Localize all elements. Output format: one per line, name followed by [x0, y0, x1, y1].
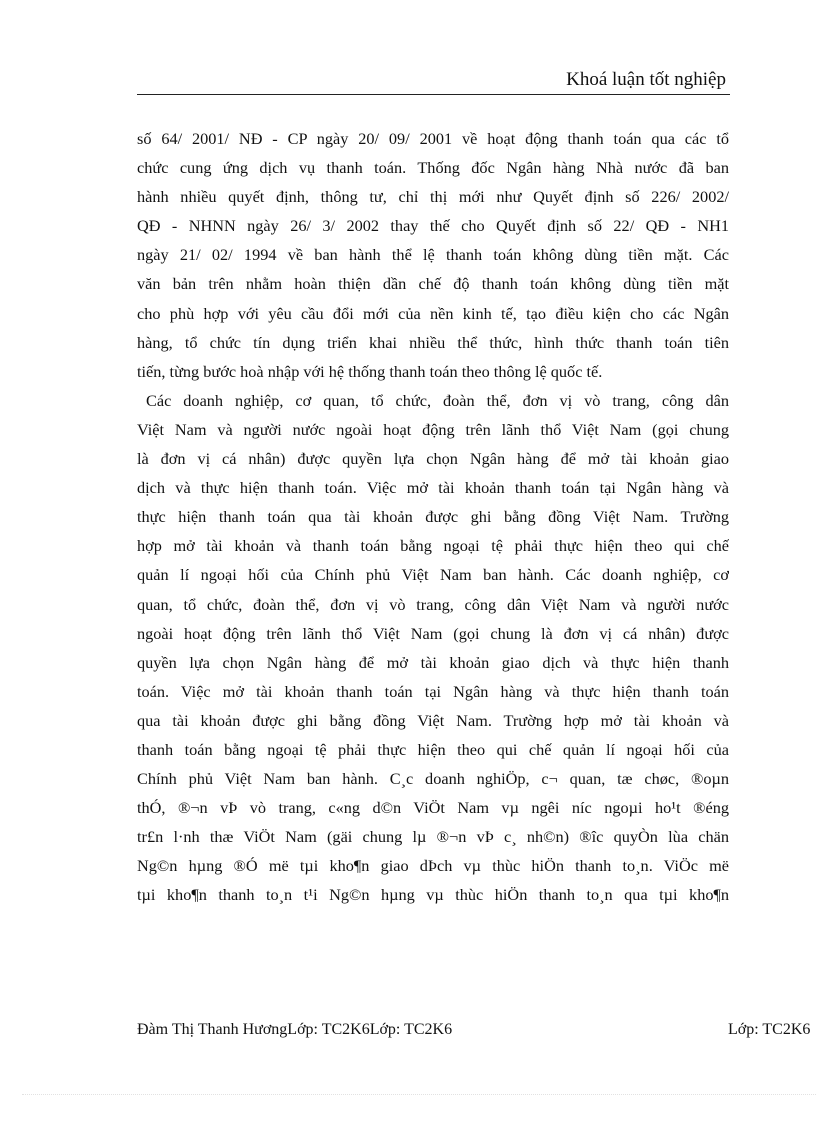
- text-line: Chính phủ Việt Nam ban hành. C¸c doanh nghiÖp, c¬ quan, tæ chøc, ®oµn: [137, 769, 729, 789]
- text-line: QĐ - NHNN ngày 26/ 3/ 2002 thay thế cho Quyết định số 22/ QĐ - NH1: [137, 216, 729, 236]
- text-line: tiến, từng bước hoà nhập với hệ thống thanh toán theo thông lệ quốc tế.: [137, 361, 603, 381]
- text-line: dịch và thực hiện thanh toán. Việc mở tài khoản thanh toán tại Ngân hàng và: [137, 478, 729, 498]
- text-line: thực hiện thanh toán qua tài khoản được ghi bằng đồng Việt Nam. Trường: [137, 507, 729, 527]
- text-line: hàng, tổ chức tín dụng triển khai nhiều thể thức, hình thức thanh toán tiên: [137, 332, 729, 352]
- text-line: toán. Việc mở tài khoản thanh toán tại Ngân hàng và thực hiện thanh toán: [137, 681, 729, 701]
- footer-author: Đàm Thị Thanh HươngLớp: TC2K6Lớp: TC2K6: [137, 1021, 453, 1038]
- text-line: qua tài khoản được ghi bằng đồng Việt Nam. Trường hợp mở tài khoản và: [137, 710, 729, 730]
- page-bottom-divider: [22, 1094, 816, 1095]
- footer-class: Lớp: TC2K6: [728, 1021, 811, 1038]
- text-line: hành nhiều quyết định, thông tư, chỉ thị mới như Quyết định số 226/ 2002/: [137, 187, 729, 207]
- text-line: thÓ, ®¬n vÞ vò trang, c«ng d©n ViÖt Nam vµ ngêi níc ngoµi ho¹t ®éng: [137, 798, 729, 818]
- text-line: cho phù hợp với yêu cầu đổi mới của nền kinh tế, tạo điều kiện cho các Ngân: [137, 303, 729, 323]
- body-text: [137, 124, 729, 910]
- text-line: tr£n l·nh thæ ViÖt Nam (gäi chung lµ ®¬n vÞ c¸ nh©n) ®îc quyÒn lùa chän: [137, 827, 729, 847]
- text-line: Ng©n hµng ®Ó më tµi kho¶n giao dÞch vµ thùc hiÖn thanh to¸n. ViÖc më: [137, 856, 729, 876]
- page-header: [137, 66, 730, 95]
- text-line: tµi kho¶n thanh to¸n t¹i Ng©n hµng vµ thùc hiÖn thanh to¸n qua tµi kho¶n: [137, 885, 729, 905]
- text-line: quyền lựa chọn Ngân hàng để mở tài khoản giao dịch và thực hiện thanh: [137, 652, 729, 672]
- text-line: ngày 21/ 02/ 1994 về ban hành thể lệ thanh toán không dùng tiền mặt. Các: [137, 245, 729, 265]
- text-line: ngoài hoạt động trên lãnh thổ Việt Nam (gọi chung là đơn vị cá nhân) được: [137, 623, 729, 643]
- text-line: chức cung ứng dịch vụ thanh toán. Thống đốc Ngân hàng Nhà nước đã ban: [137, 158, 729, 178]
- text-line: thanh toán bằng ngoại tệ phải thực hiện theo qui chế quản lí ngoại hối của: [137, 739, 729, 759]
- text-line: là đơn vị cá nhân) được quyền lựa chọn Ngân hàng để mở tài khoản giao: [137, 449, 729, 469]
- text-line: văn bản trên nhằm hoàn thiện dần chế độ thanh toán không dùng tiền mặt: [137, 274, 729, 294]
- header-title: Khoá luận tốt nghiệp: [566, 69, 726, 90]
- text-line: quản lí ngoại hối của Chính phủ Việt Nam ban hành. Các doanh nghiệp, cơ: [137, 565, 729, 585]
- text-line: quan, tổ chức, đoàn thể, đơn vị vò trang, công dân Việt Nam và người nước: [137, 594, 729, 614]
- text-line: Các doanh nghiệp, cơ quan, tổ chức, đoàn thể, đơn vị vò trang, công dân: [146, 390, 729, 410]
- text-line: hợp mở tài khoản và thanh toán bằng ngoại tệ phải thực hiện theo qui chế: [137, 536, 729, 556]
- text-line: Việt Nam và người nước ngoài hoạt động trên lãnh thổ Việt Nam (gọi chung: [137, 419, 729, 439]
- text-line: số 64/ 2001/ NĐ - CP ngày 20/ 09/ 2001 về hoạt động thanh toán qua các tổ: [137, 129, 729, 148]
